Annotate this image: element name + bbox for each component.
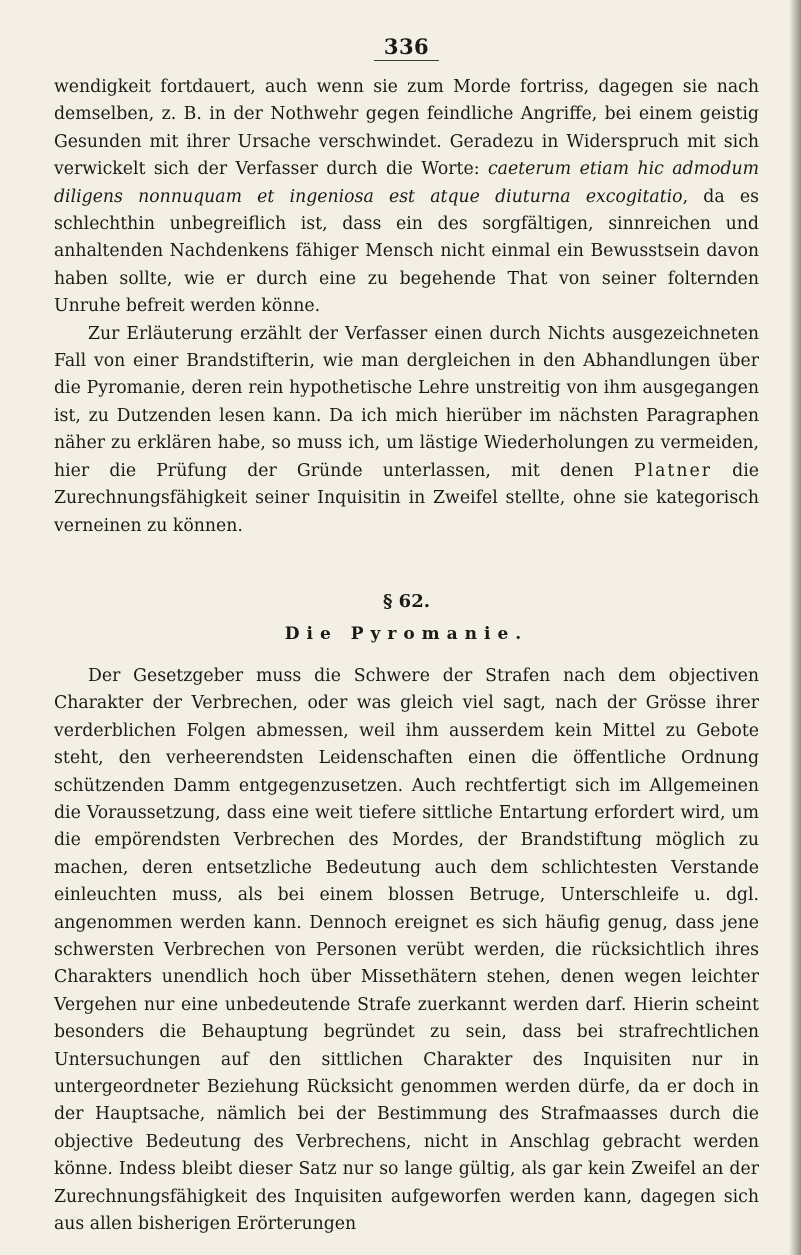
- paragraph-2: [54, 321, 759, 540]
- section-number: § 62.: [383, 590, 430, 612]
- page-number: [54, 34, 759, 60]
- scan-edge-shadow: [789, 0, 801, 1255]
- paragraph-1: [54, 74, 759, 321]
- paragraph-2-text: Zur Erläuterung erzählt der Verfasser einen durch Nichts ausgezeichneten Fall von einer Brandstifterin, wie man dergleichen in den Abhandlungen über die Pyromanie, deren rein hypothetische Lehre unstreitig von ihm ausgegangen ist, zu Dutzenden lesen kann. Da ich mich hierüber im nächsten Paragraphen näher zu erklären habe, so muss ich, um lästige Wiederholungen zu vermeiden, hier die Prüfung der Gründe unterlassen, mit denen: [54, 323, 759, 481]
- paragraph-3: Der Gesetzgeber muss die Schwere der Strafen nach dem objectiven Charakter der Verbrechen, oder was gleich viel sagt, nach der Grösse ihrer verderblichen Folgen abmessen, weil ihm ausserdem kein Mittel zu Gebote steht, den verheerendsten Leidenschaften einen die öffentliche Ordnung schützenden Damm entgegenzusetzen. Auch rechtfertigt sich im Allgemeinen die Voraussetzung, dass eine weit tiefere sittliche Entartung erfordert wird, um die empörendsten Verbrechen des Mordes, der Brandstiftung möglich zu machen, deren entsetzliche Bedeutung auch dem schlichtesten Verstande einleuchten muss, als bei einem blossen Betruge, Unterschleife u. dgl. angenommen werden kann. Dennoch ereignet es sich häufig genug, dass jene schwersten Verbrechen von Personen verübt werden, die rücksichtlich ihres Charakters unendlich hoch über Missethätern stehen, denen wegen leichter Vergehen nur eine unbedeutende Strafe zuerkannt werden darf. Hierin scheint besonders die Behauptung begründet zu sein, dass bei strafrechtlichen Untersuchungen auf den sittlichen Charakter des Inquisiten nur in untergeordneter Beziehung Rücksicht genommen werden dürfe, da er doch in der Hauptsache, nämlich bei der Bestimmung des Strafmaasses durch die objective Bedeutung des Verbrechens, nicht in Anschlag gebracht werden könne. Indess bleibt dieser Satz nur so lange gültig, als gar kein Zweifel an der Zurechnungsfähigkeit des Inquisiten aufgeworfen werden kann, dagegen sich aus allen bisherigen Erörterungen: [54, 665, 759, 1235]
- page-number-text: 336: [374, 34, 439, 61]
- paragraph-1-text-continued: , da es schlechthin unbegreiflich ist, dass ein des sorgfältigen, sinnreichen und anhaltenden Nachdenkens fähiger Mensch nicht einmal ein Bewusstsein davon haben sollte, wie er durch eine zu begehende That von seiner folternden Unruhe befreit werden könne.: [54, 186, 759, 317]
- paragraph-2-text-continued: die Zurechnungsfähigkeit seiner Inquisitin in Zweifel stellte, ohne sie kategorisch verneinen zu können.: [54, 460, 759, 536]
- author-name-platner: Platner: [633, 460, 712, 481]
- paragraph-1-text: wendigkeit fortdauert, auch wenn sie zum Morde fortriss, dagegen sie nach demselben, z. B. in der Nothwehr gegen feindliche Angriffe, bei einem geistig Gesunden mit ihrer Ursache verschwindet. Geradezu in Widerspruch mit sich verwickelt sich der Verfasser durch die Worte:: [54, 77, 759, 180]
- section-title: Die Pyromanie.: [284, 623, 529, 644]
- latin-quotation: caeterum etiam hic admodum diligens nonnuquam et ingeniosa est atque diuturna excogitatio: [54, 159, 759, 207]
